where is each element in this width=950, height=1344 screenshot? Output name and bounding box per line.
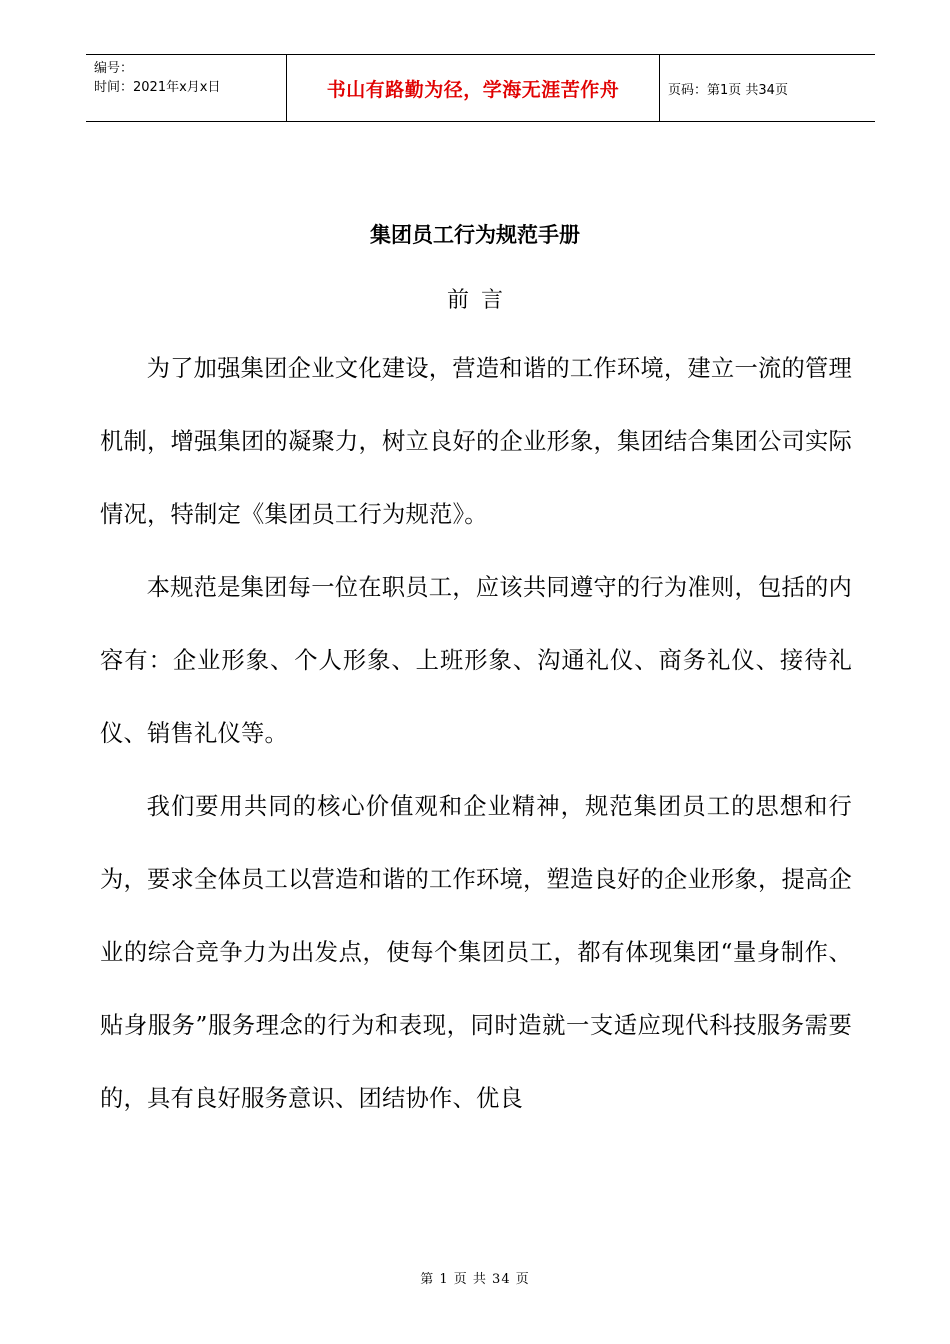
document-title: 集团员工行为规范手册 xyxy=(370,223,580,247)
page-footer: 第 1 页 共 34 页 xyxy=(420,1272,530,1287)
page-header xyxy=(86,54,875,122)
header-motto: 书山有路勤为径，学海无涯苦作舟 xyxy=(326,78,620,101)
body-paragraph: 为了加强集团企业文化建设，营造和谐的工作环境，建立一流的管理机制，增强集团的凝聚力，树立良好的企业形象，集团结合集团公司实际情况，特制定《集团员工行为规范》。 xyxy=(100,355,852,528)
header-page-cell xyxy=(660,55,875,121)
header-motto-cell xyxy=(287,55,660,121)
body-paragraph: 我们要用共同的核心价值观和企业精神，规范集团员工的思想和行为，要求全体员工以营造和谐的工作环境，塑造良好的企业形象，提高企业的综合竞争力为出发点，使每个集团员工，都有体现集团“量身制作、贴身服务”服务理念的行为和表现，同时造就一支适应现代科技服务需要的，具有良好服务意识、团结协作、优良 xyxy=(100,793,852,1112)
header-page-info: 页码：第1页 共34页 xyxy=(668,82,788,98)
body-paragraph: 本规范是集团每一位在职员工，应该共同遵守的行为准则，包括的内容有：企业形象、个人形象、上班形象、沟通礼仪、商务礼仪、接待礼仪、销售礼仪等。 xyxy=(100,574,852,747)
document-time-label: 时间：2021年x月x日 xyxy=(94,80,221,95)
document-number-label: 编号： xyxy=(94,61,134,76)
header-meta-cell xyxy=(86,55,287,121)
document-subtitle: 前言 xyxy=(446,288,515,313)
document-body xyxy=(100,332,852,1135)
